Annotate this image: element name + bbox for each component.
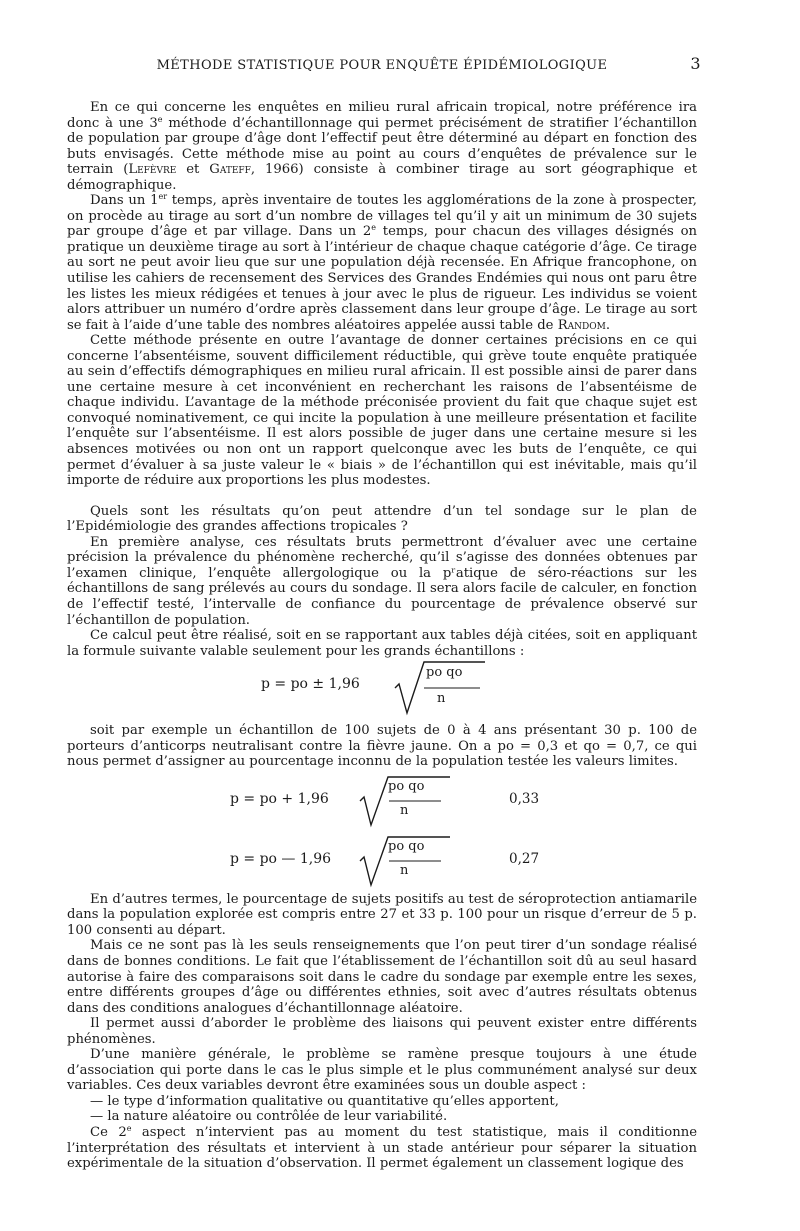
paragraph: En d’autres termes, le pourcentage de sujets positifs au test de séroprotection antiamarile dans la population explorée est compris entre 27 et 33 p. 100 pour un risque d’erreur de 5 p. 100 consenti au départ. <box>67 891 697 938</box>
paragraph: Quels sont les résultats qu’on peut attendre d’un tel sondage sur le plan de l’Epidémiologie des grandes affections tropicales ? <box>67 503 697 535</box>
fraction-numerator: po qo <box>388 778 425 794</box>
paragraph: Il permet aussi d’aborder le problème des liaisons qui peuvent exister entre différents phénomènes. <box>67 1016 697 1047</box>
fraction-denominator: n <box>400 862 409 878</box>
paragraph: Cette méthode présente en outre l’avantage de donner certaines précisions en ce qui concerne l’absentéisme, souvent difficilement réductible, qui grève toute enquête pratiquée au sein d’effectifs démographiques en milieu rural africain. Il est possible ainsi de parer dans une certaine mesure à cet inconvénient en recherchant les raisons de l’absentéisme de chaque individu. L’avantage de la méthode préconisée provient du fait que chaque sujet est convoqué nominativement, ce qui incite la population à une meilleure présentation et facilite l’enquête sur l’absentéisme. Il est alors possible de juger dans une certaine mesure si les absences motivées ou non ont un rapport quelconque avec les buts de l’enquête, ce qui permet d’évaluer à sa juste valeur le « biais » de l’échantillon qui est inévitable, mais qu’il importe de réduire aux proportions les plus modestes. <box>67 333 697 489</box>
random-table-name: Random <box>557 317 606 333</box>
formula-lower-limit <box>67 830 697 892</box>
paragraph: En première analyse, ces résultats bruts permettront d’évaluer avec une certaine précision la prévalence du phénomène recherché, qu’il s’agisse des données obtenues par l’examen clinique, l’enquête allergologique ou la pʳatique de séro-réactions sur les échantillons de sang prélevés au cours du sondage. Il sera alors facile de calculer, en fonction de l’effectif testé, l’intervalle de confiance du pourcentage de prévalence observé sur l’échantillon de population. <box>67 534 697 628</box>
running-header <box>67 54 701 78</box>
fraction-numerator: po qo <box>388 838 425 854</box>
document-page <box>67 54 701 1172</box>
formula-lhs: p = po — 1,96 <box>230 850 332 867</box>
list-item: — la nature aléatoire ou contrôlée de leur variabilité. <box>90 1109 448 1125</box>
paragraph: En ce qui concerne les enquêtes en milieu rural africain tropical, notre préférence ira donc à une 3e méthode d’échantillonnage qui permet précisément de stratifier l’échantillon de population par groupe d’âge dont l’effectif peut être déterminé au départ en fonction des buts envisagés. Cette méthode mise au point au cours d’enquêtes de prévalence sur le terrain (Lefèvre et Gateff, 1966) consiste à combiner tirage au sort géographique et démographique. <box>67 100 697 193</box>
fraction-numerator: po qo <box>426 665 463 681</box>
author-name: Gateff <box>209 162 251 178</box>
dash-list <box>67 1094 697 1125</box>
formula-lhs: p = po + 1,96 <box>230 790 329 807</box>
paragraph: soit par exemple un échantillon de 100 sujets de 0 à 4 ans présentant 30 p. 100 de porteurs d’anticorps neutralisant contre la fièvre jaune. On a po = 0,3 et qo = 0,7, ce qui nous permet d’assigner au pourcentage inconnu de la population testée les valeurs limites. <box>67 723 697 770</box>
paragraph: Dans un 1er temps, après inventaire de toutes les agglomérations de la zone à prospecter, on procède au tirage au sort d’un nombre de villages tel qu’il y ait un minimum de 30 sujets par groupe d’âge et par village. Dans un 2e temps, pour chacun des villages désignés on pratique un deuxième tirage au sort à l’intérieur de chaque chaque catégorie d’âge. Ce tirage au sort ne peut avoir lieu que sur une population déjà recensée. En Afrique francophone, on utilise les cahiers de recensement des Services des Grandes Endémies qui nous ont paru être les listes les mieux rédigées et tenues à jour avec le plus de rigueur. Les individus se voient alors attribuer un numéro d’ordre après classement dans leur groupe d’âge. Le tirage au sort se fait à l’aide d’une table des nombres aléatoires appelée aussi table de Random. <box>67 192 698 333</box>
fraction-denominator: n <box>400 802 409 818</box>
page-number: 3 <box>690 54 701 73</box>
paragraph: Ce calcul peut être réalisé, soit en se rapportant aux tables déjà citées, soit en appliquant la formule suivante valable seulement pour les grands échantillons : <box>67 628 697 659</box>
formula-lhs: p = po ± 1,96 <box>261 676 360 693</box>
paragraph: Ce 2e aspect n’intervient pas au moment du test statistique, mais il conditionne l’interprétation des résultats et intervient à un stade antérieur pour séparer la situation expérimentale de la situation d’observation. Il permet également un classement logique des <box>67 1123 698 1172</box>
header-title: MÉTHODE STATISTIQUE POUR ENQUÊTE ÉPIDÉMIOLOGIQUE <box>156 58 608 73</box>
paragraph: D’une manière générale, le problème se ramène presque toujours à une étude d’association qui porte dans le cas le plus simple et le plus communément analysé sur deux variables. Ces deux variables devront être examinées sous un double aspect : <box>67 1047 697 1094</box>
limit-value: 0,33 <box>509 790 540 807</box>
fraction-denominator: n <box>437 691 446 707</box>
author-name: Lefèvre <box>128 162 177 178</box>
formula-upper-limit <box>67 770 697 830</box>
paragraph: Mais ce ne sont pas là les seuls renseignements que l’on peut tirer d’un sondage réalisé dans de bonnes conditions. Le fait que l’établissement de l’échantillon soit dû au seul hasard autorise à faire des comparaisons soit dans le cadre du sondage par exemple entre les sexes, entre différents groupes d’âge ou différentes ethnies, soit avec d’autres résultats obtenus dans des conditions analogues d’échantillonnage aléatoire. <box>67 938 697 1016</box>
list-item: — le type d’information qualitative ou quantitative qu’elles apportent, <box>90 1093 559 1109</box>
limit-value: 0,27 <box>509 850 540 867</box>
formula-confidence-interval <box>67 659 697 723</box>
